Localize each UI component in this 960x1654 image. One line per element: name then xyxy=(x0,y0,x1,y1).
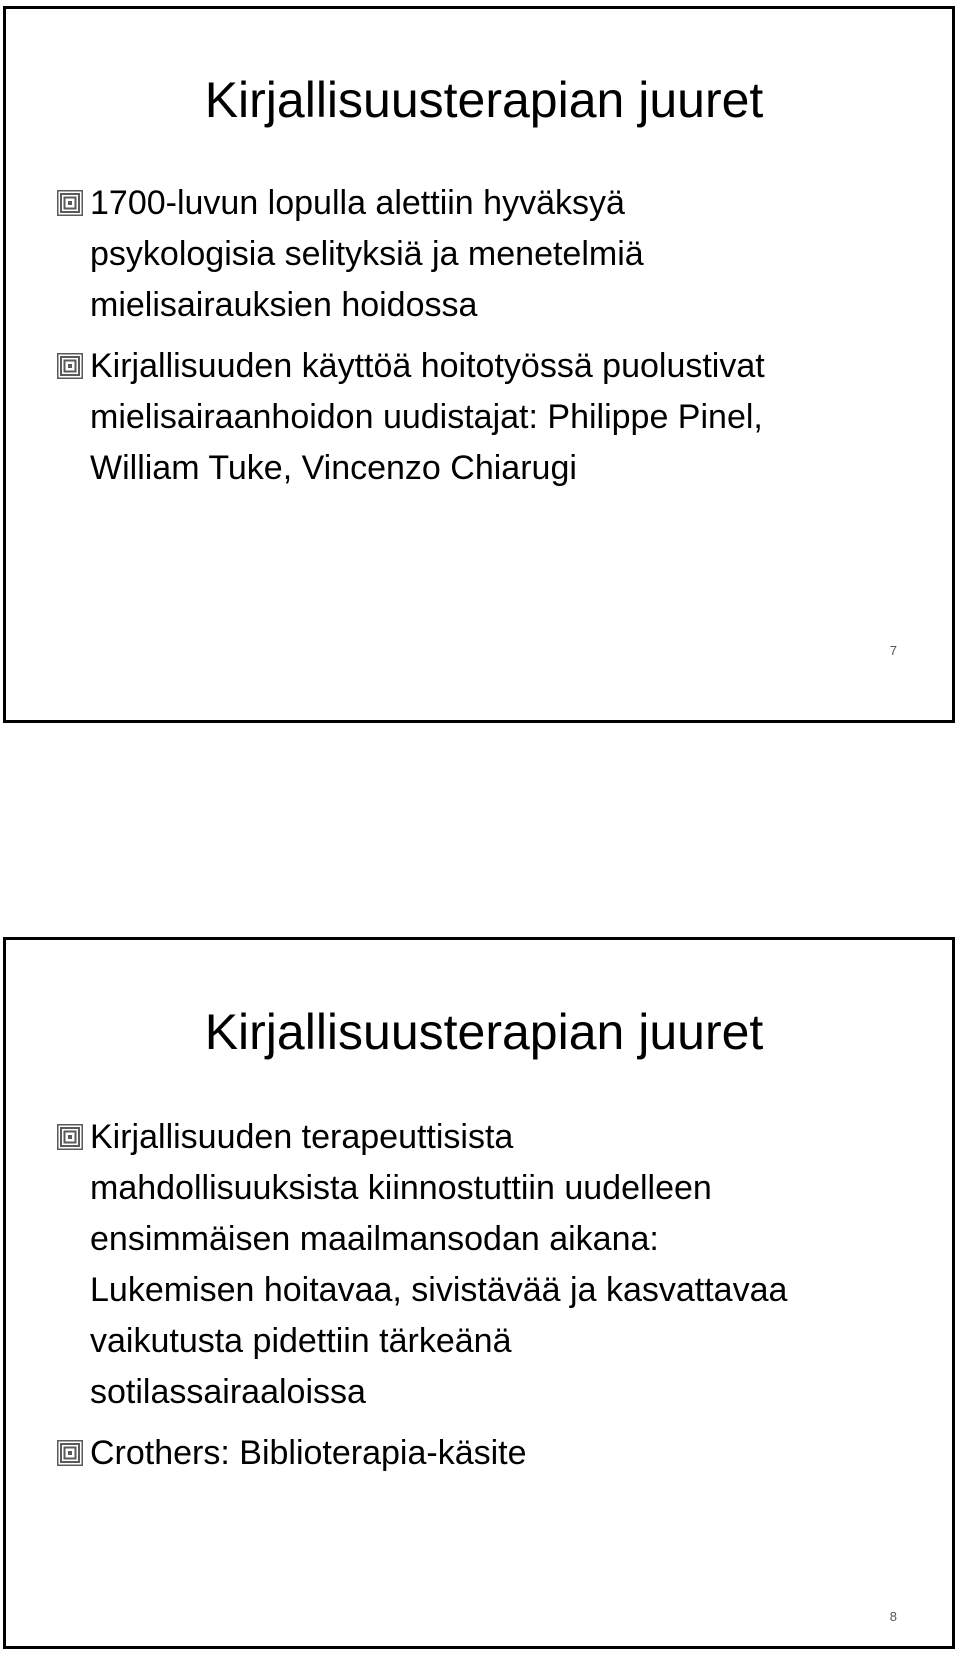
bullet-text: Crothers: Biblioterapia-käsite xyxy=(90,1434,527,1472)
bullet-list xyxy=(55,1112,925,1489)
nested-square-bullet-icon xyxy=(57,190,83,216)
bullet-item xyxy=(55,1112,925,1418)
slide-title: Kirjallisuusterapian juuret xyxy=(204,72,764,128)
bullet-list xyxy=(55,178,925,504)
nested-square-bullet-icon xyxy=(57,353,83,379)
bullet-text: 1700-luvun lopulla alettiin hyväksyä psykologisia selityksiä ja menetelmiä mielisairauksien hoidossa xyxy=(90,184,644,324)
nested-square-bullet-icon xyxy=(57,1124,83,1150)
nested-square-bullet-icon xyxy=(57,1440,83,1466)
bullet-text: Kirjallisuuden käyttöä hoitotyössä puolustivat mielisairaanhoidon uudistajat: Philippe Pinel, William Tuke, Vincenzo Chiarugi xyxy=(90,347,765,487)
bullet-item xyxy=(55,178,925,331)
page-number: 8 xyxy=(889,1609,897,1624)
bullet-item xyxy=(55,1428,925,1479)
bullet-text: Kirjallisuuden terapeuttisista mahdollisuuksista kiinnostuttiin uudelleen ensimmäisen maailmansodan aikana: Lukemisen hoitavaa, sivistävää ja kasvattavaa vaikutusta pidettiin tärkeänä sotilassairaaloissa xyxy=(90,1118,788,1411)
page-number: 7 xyxy=(889,643,897,658)
bullet-item xyxy=(55,341,925,494)
slide-title: Kirjallisuusterapian juuret xyxy=(204,1004,764,1060)
